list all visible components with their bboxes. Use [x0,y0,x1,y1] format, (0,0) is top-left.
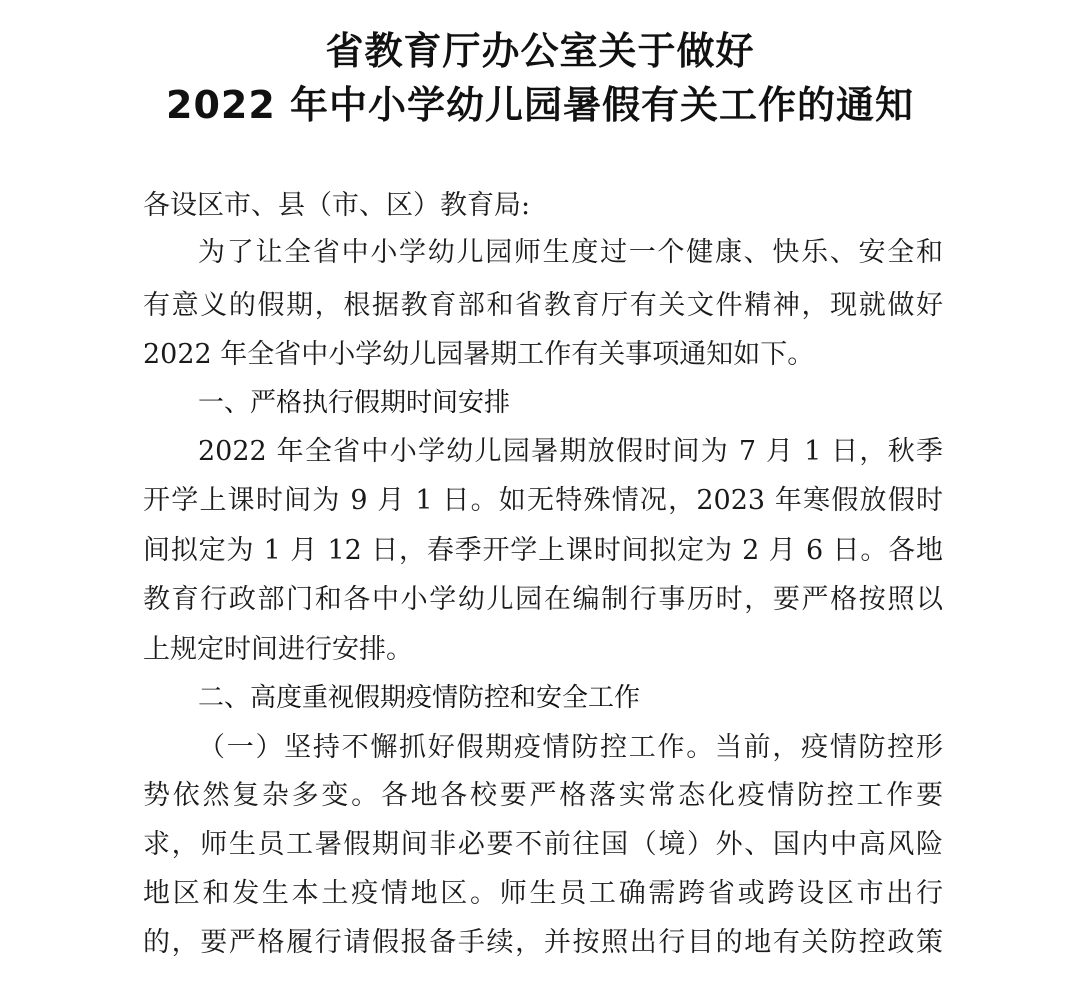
section-2-line: 地区和发生本土疫情地区。师生员工确需跨省或跨设区市出行 [143,878,943,909]
section-2-line: 势依然复杂多变。各地各校要严格落实常态化疫情防控工作要 [143,780,943,811]
section-2-line: （一）坚持不懈抓好假期疫情防控工作。当前，疫情防控形 [198,732,943,763]
intro-line: 为了让全省中小学幼儿园师生度过一个健康、快乐、安全和 [198,237,943,268]
salutation: 各设区市、县（市、区）教育局: [143,190,531,221]
section-2-line: 求，师生员工暑假期间非必要不前往国（境）外、国内中高风险 [143,829,943,860]
section-1-line: 开学上课时间为 9 月 1 日。如无特殊情况，2023 年寒假放假时 [143,485,943,516]
document-title-line-2: 2022 年中小学幼儿园暑假有关工作的通知 [166,83,914,127]
section-1-line: 间拟定为 1 月 12 日，春季开学上课时间拟定为 2 月 6 日。各地 [143,535,943,566]
section-2-heading: 二、高度重视假期疫情防控和安全工作 [198,683,641,713]
document-title-line-1: 省教育厅办公室关于做好 [325,29,755,73]
section-1-line: 教育行政部门和各中小学幼儿园在编制行事历时，要严格按照以 [143,584,943,615]
section-1-line: 上规定时间进行安排。 [143,634,413,665]
intro-line: 有意义的假期，根据教育部和省教育厅有关文件精神，现就做好 [143,290,943,321]
section-2-line: 的，要严格履行请假报备手续，并按照出行目的地有关防控政策 [143,927,943,958]
section-1-line: 2022 年全省中小学幼儿园暑期放假时间为 7 月 1 日，秋季 [198,436,943,467]
section-1-heading: 一、严格执行假期时间安排 [198,388,511,418]
intro-line: 2022 年全省中小学幼儿园暑期工作有关事项通知如下。 [143,339,815,370]
